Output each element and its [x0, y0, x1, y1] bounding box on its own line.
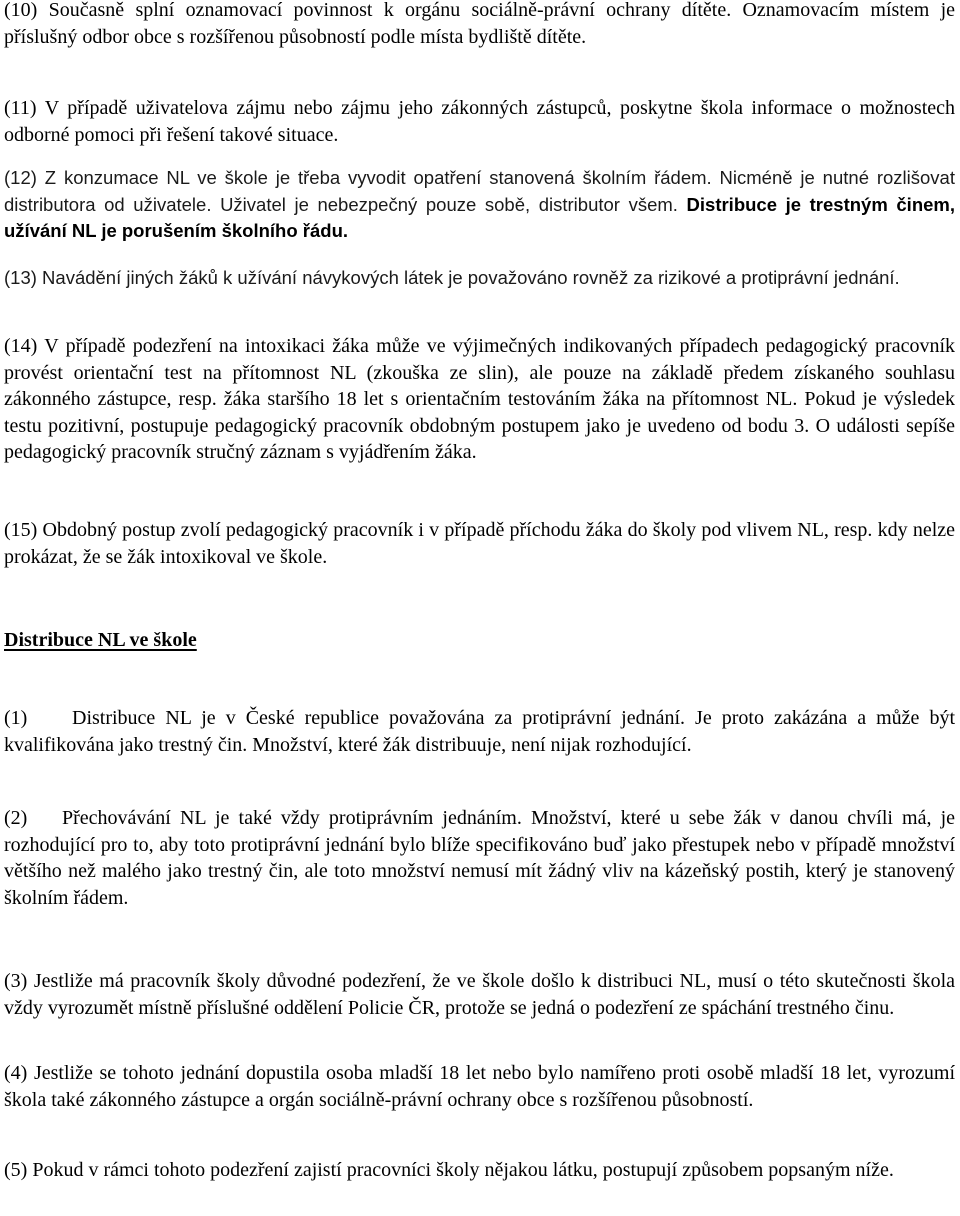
distribution-paragraph-3 — [4, 968, 955, 1021]
paragraph-number: (2) — [4, 807, 28, 829]
paragraph-11 — [4, 95, 955, 148]
paragraph-number: (12) — [4, 167, 37, 188]
distribution-paragraph-4 — [4, 1060, 955, 1113]
section-heading: Distribuce NL ve škole — [4, 629, 197, 651]
paragraph-14 — [4, 333, 955, 466]
paragraph-number: (14) — [4, 335, 38, 357]
paragraph-12 — [4, 165, 955, 245]
paragraph-text: Pokud v rámci tohoto podezření zajistí pracovníci školy nějakou látku, postupují způsobem popsaným níže. — [32, 1159, 894, 1181]
paragraph-text: Distribuce NL je v České republice považována za protiprávní jednání. Je proto zakázána a může být kvalifikována jako trestný čin. Množství, které žák distribuuje, není nijak rozhodující. — [4, 707, 955, 756]
distribution-paragraph-2 — [4, 805, 955, 911]
paragraph-number: (13) — [4, 267, 37, 288]
paragraph-text: Z konzumace NL ve škole je třeba vyvodit opatření stanovená školním řádem. Nicméně je nutné rozlišovat distributora od uživatele. Uživatel je nebezpečný pouze sobě, distributor všem. — [4, 167, 955, 215]
paragraph-number: (4) — [4, 1062, 28, 1084]
paragraph-number: (15) — [4, 519, 38, 541]
distribution-paragraph-5 — [4, 1157, 955, 1184]
paragraph-text: Obdobný postup zvolí pedagogický pracovník i v případě příchodu žáka do školy pod vlivem NL, resp. kdy nelze prokázat, že se žák intoxikoval ve škole. — [4, 519, 956, 568]
paragraph-text: V případě uživatelova zájmu nebo zájmu jeho zákonných zástupců, poskytne škola informace o možnostech odborné pomoci při řešení takové situace. — [4, 97, 956, 146]
paragraph-15 — [4, 517, 955, 570]
paragraph-text: Přechovávání NL je také vždy protiprávním jednáním. Množství, které u sebe žák v danou chvíli má, je rozhodující pro to, aby toto protiprávní jednání bylo blíže specifikováno buď jako přestupek nebo v případě množství většího než malého jako trestný čin, ale toto množství nemusí mít žádný vliv na kázeňský postih, který je stanovený školním řádem. — [4, 807, 955, 909]
paragraph-text: Navádění jiných žáků k užívání návykových látek je považováno rovněž za rizikové a protiprávní jednání. — [42, 267, 900, 288]
paragraph-text: Jestliže má pracovník školy důvodné podezření, že ve škole došlo k distribuci NL, musí o této skutečnosti škola vždy vyrozumět místně příslušné oddělení Policie ČR, protože se jedná o podezření ze spáchání trestného činu. — [4, 970, 955, 1019]
paragraph-number: (11) — [4, 97, 37, 119]
paragraph-number: (10) — [4, 0, 38, 21]
paragraph-number: (5) — [4, 1159, 28, 1181]
paragraph-text: V případě podezření na intoxikaci žáka může ve výjimečných indikovaných případech pedagogický pracovník provést orientační test na přítomnost NL (zkouška ze slin), ale pouze na základě předem získaného souhlasu zákonného zástupce, resp. žáka staršího 18 let s orientačním testováním žáka na přítomnost NL. Pokud je výsledek testu pozitivní, postupuje pedagogický pracovník obdobným postupem jako je uvedeno od bodu 3. O události sepíše pedagogický pracovník stručný záznam s vyjádřením žáka. — [4, 335, 956, 463]
paragraph-text: Jestliže se tohoto jednání dopustila osoba mladší 18 let nebo bylo namířeno proti osobě mladší 18 let, vyrozumí škola také zákonného zástupce a orgán sociálně-právní ochrany obce s rozšířenou působností. — [4, 1062, 955, 1111]
paragraph-text: Současně splní oznamovací povinnost k orgánu sociálně-právní ochrany dítěte. Oznamovacím místem je příslušný odbor obce s rozšířenou působností podle místa bydliště dítěte. — [4, 0, 956, 48]
paragraph-bold-statement: Distribuce je trestným činem, užívání NL je porušením školního řádu. — [4, 193, 955, 241]
paragraph-13 — [4, 265, 955, 292]
paragraph-number: (3) — [4, 970, 28, 992]
paragraph-number: (1) — [4, 707, 28, 729]
section-heading-wrapper — [4, 627, 197, 654]
paragraph-10 — [4, 0, 955, 50]
distribution-paragraph-1 — [4, 705, 955, 758]
